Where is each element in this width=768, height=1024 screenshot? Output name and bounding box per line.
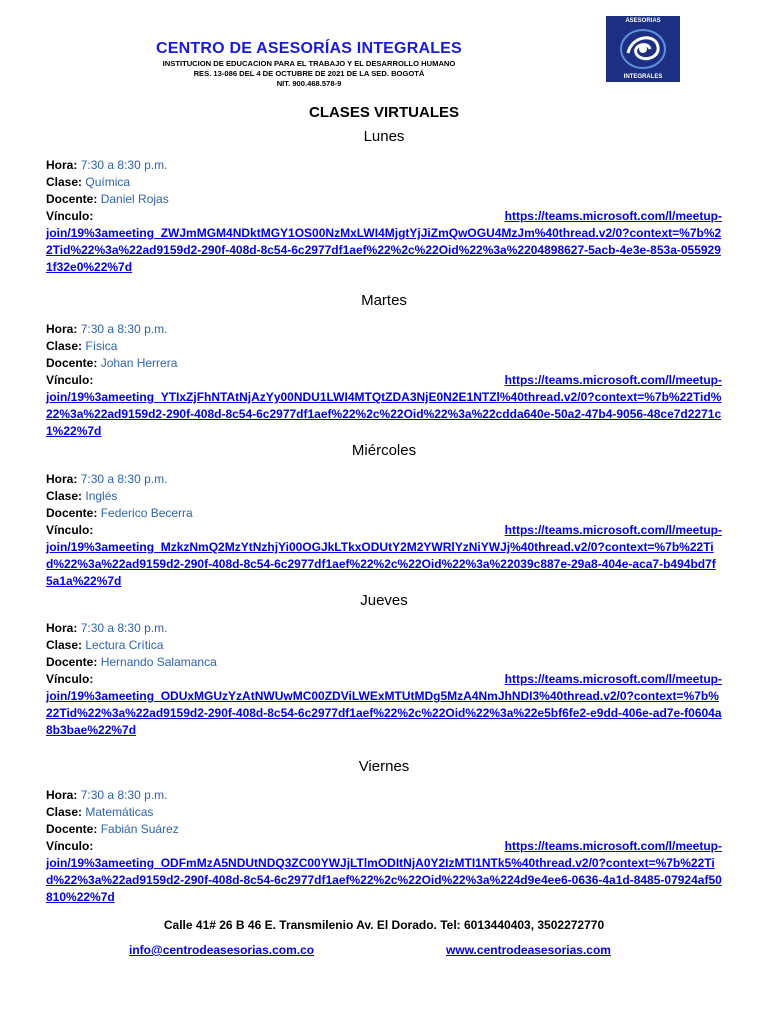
org-resolution: RES. 13-086 DEL 4 DE OCTUBRE DE 2021 DE LA SED. BOGOTÁ — [193, 69, 425, 78]
clase-value: Lectura Crítica — [85, 638, 164, 652]
vinculo-label: Vínculo: — [46, 373, 94, 387]
day-heading-miercoles: Miércoles — [351, 442, 417, 459]
class-entry-jueves — [46, 620, 722, 739]
class-entry-miercoles — [46, 471, 722, 590]
logo-text-bottom: INTEGRALES — [623, 74, 663, 80]
docente-value: Hernando Salamanca — [100, 655, 217, 669]
hora-label: Hora: — [46, 322, 78, 336]
class-entry-viernes — [46, 787, 722, 906]
docente-label: Docente: — [46, 506, 98, 520]
vinculo-row — [46, 838, 722, 855]
hora-value: 7:30 a 8:30 p.m. — [80, 621, 168, 635]
class-entry-martes — [46, 321, 722, 440]
clase-value: Matemáticas — [85, 805, 154, 819]
docente-value: Johan Herrera — [100, 356, 178, 370]
page-title: CLASES VIRTUALES — [308, 104, 459, 121]
class-entry-lunes — [46, 157, 722, 276]
vinculo-label: Vínculo: — [46, 209, 94, 223]
hora-label: Hora: — [46, 621, 78, 635]
org-logo — [606, 16, 680, 82]
meeting-link-continued[interactable]: join/19%3ameeting_ZWJmMGM4NDktMGY1OS00NzMxLWI4MjgtYjJiZmQwOGU4MzJm%40thread.v2/0?context=%7b%22Tid%22%3a%22ad9159d2-290f-408d-8c54-6c2977df1aef%22%2c%22Oid%22%3a%2204898627-5acb-4e3e-853a-0559291f32e0%22%7d — [46, 226, 722, 274]
meeting-link-continued[interactable]: join/19%3ameeting_ODFmMzA5NDUtNDQ3ZC00YWJjLTlmODItNjA0Y2IzMTI1NTk5%40thread.v2/0?context=%7b%22Tid%22%3a%22ad9159d2-290f-408d-8c54-6c2977df1aef%22%2c%22Oid%22%3a%224d9e4ee6-0636-4a1d-8485-07924af50810%22%7d — [46, 856, 722, 904]
hora-row — [46, 620, 722, 637]
day-heading-martes: Martes — [361, 292, 407, 309]
hora-value: 7:30 a 8:30 p.m. — [80, 788, 168, 802]
clase-value: Química — [85, 175, 131, 189]
clase-label: Clase: — [46, 339, 83, 353]
meeting-link-continued[interactable]: join/19%3ameeting_ODUxMGUzYzAtNWUwMC00ZDViLWExMTUtMDg5MzA4NmJhNDI3%40thread.v2/0?context=%7b%22Tid%22%3a%22ad9159d2-290f-408d-8c54-6c2977df1aef%22%2c%22Oid%22%3a%22e5bf6fe2-e9dd-406e-ad7e-f0604a8b3bae%22%7d — [46, 689, 722, 737]
logo-text-top: ASESORIAS — [625, 18, 661, 24]
vinculo-row — [46, 372, 722, 389]
clase-label: Clase: — [46, 489, 83, 503]
clase-value: Inglés — [85, 489, 118, 503]
hora-value: 7:30 a 8:30 p.m. — [80, 472, 168, 486]
hora-value: 7:30 a 8:30 p.m. — [80, 158, 168, 172]
vinculo-row — [46, 671, 722, 688]
vinculo-row — [46, 208, 722, 225]
meeting-link[interactable]: https://teams.microsoft.com/l/meetup- — [504, 839, 722, 853]
hora-label: Hora: — [46, 788, 78, 802]
clase-row — [46, 637, 722, 654]
meeting-link[interactable]: https://teams.microsoft.com/l/meetup- — [504, 373, 722, 387]
hora-row — [46, 321, 722, 338]
vinculo-row — [46, 522, 722, 539]
swirl-icon — [618, 27, 668, 71]
footer-website-link[interactable]: www.centrodeasesorias.com — [446, 943, 611, 957]
hora-label: Hora: — [46, 158, 78, 172]
day-heading-jueves: Jueves — [360, 592, 408, 609]
hora-label: Hora: — [46, 472, 78, 486]
docente-label: Docente: — [46, 655, 98, 669]
clase-value: Física — [85, 339, 118, 353]
docente-row — [46, 821, 722, 838]
document-header — [0, 0, 768, 100]
clase-label: Clase: — [46, 638, 83, 652]
footer-address: Calle 41# 26 B 46 E. Transmilenio Av. El Dorado. Tel: 6013440403, 3502272770 — [163, 918, 605, 932]
org-subtitle: INSTITUCION DE EDUCACION PARA EL TRABAJO Y EL DESARROLLO HUMANO — [162, 59, 456, 68]
clase-label: Clase: — [46, 175, 83, 189]
meeting-link[interactable]: https://teams.microsoft.com/l/meetup- — [504, 523, 722, 537]
docente-row — [46, 355, 722, 372]
meeting-link-continued[interactable]: join/19%3ameeting_MzkzNmQ2MzYtNzhjYi00OGJkLTkxODUtY2M2YWRlYzNiYWJj%40thread.v2/0?context=%7b%22Tid%22%3a%22ad9159d2-290f-408d-8c54-6c2977df1aef%22%2c%22Oid%22%3a%22039c887e-29a8-404e-aca7-b494bd7f5a1a%22%7d — [46, 540, 716, 588]
footer-email-link[interactable]: info@centrodeasesorias.com.co — [129, 943, 315, 957]
docente-label: Docente: — [46, 822, 98, 836]
docente-row — [46, 505, 722, 522]
vinculo-label: Vínculo: — [46, 523, 94, 537]
docente-row — [46, 191, 722, 208]
docente-label: Docente: — [46, 356, 98, 370]
meeting-link[interactable]: https://teams.microsoft.com/l/meetup- — [504, 672, 722, 686]
clase-row — [46, 488, 722, 505]
vinculo-label: Vínculo: — [46, 672, 94, 686]
vinculo-label: Vínculo: — [46, 839, 94, 853]
hora-row — [46, 471, 722, 488]
day-heading-lunes: Lunes — [363, 128, 405, 145]
clase-label: Clase: — [46, 805, 83, 819]
meeting-link-continued[interactable]: join/19%3ameeting_YTIxZjFhNTAtNjAzYy00NDU1LWI4MTQtZDA3NjE0N2E1NTZl%40thread.v2/0?context=%7b%22Tid%22%3a%22ad9159d2-290f-408d-8c54-6c2977df1aef%22%2c%22Oid%22%3a%22cdda640e-50a2-47b4-9056-48ce7d2271c1%22%7d — [46, 390, 722, 438]
meeting-link[interactable]: https://teams.microsoft.com/l/meetup- — [504, 209, 722, 223]
docente-row — [46, 654, 722, 671]
clase-row — [46, 174, 722, 191]
hora-value: 7:30 a 8:30 p.m. — [80, 322, 168, 336]
docente-label: Docente: — [46, 192, 98, 206]
org-name: CENTRO DE ASESORÍAS INTEGRALES — [156, 40, 462, 57]
org-nit: NIT. 900.468.578-9 — [276, 79, 342, 88]
clase-row — [46, 804, 722, 821]
docente-value: Fabián Suárez — [100, 822, 179, 836]
day-heading-viernes: Viernes — [358, 758, 410, 775]
docente-value: Daniel Rojas — [100, 192, 169, 206]
clase-row — [46, 338, 722, 355]
hora-row — [46, 157, 722, 174]
hora-row — [46, 787, 722, 804]
docente-value: Federico Becerra — [100, 506, 193, 520]
